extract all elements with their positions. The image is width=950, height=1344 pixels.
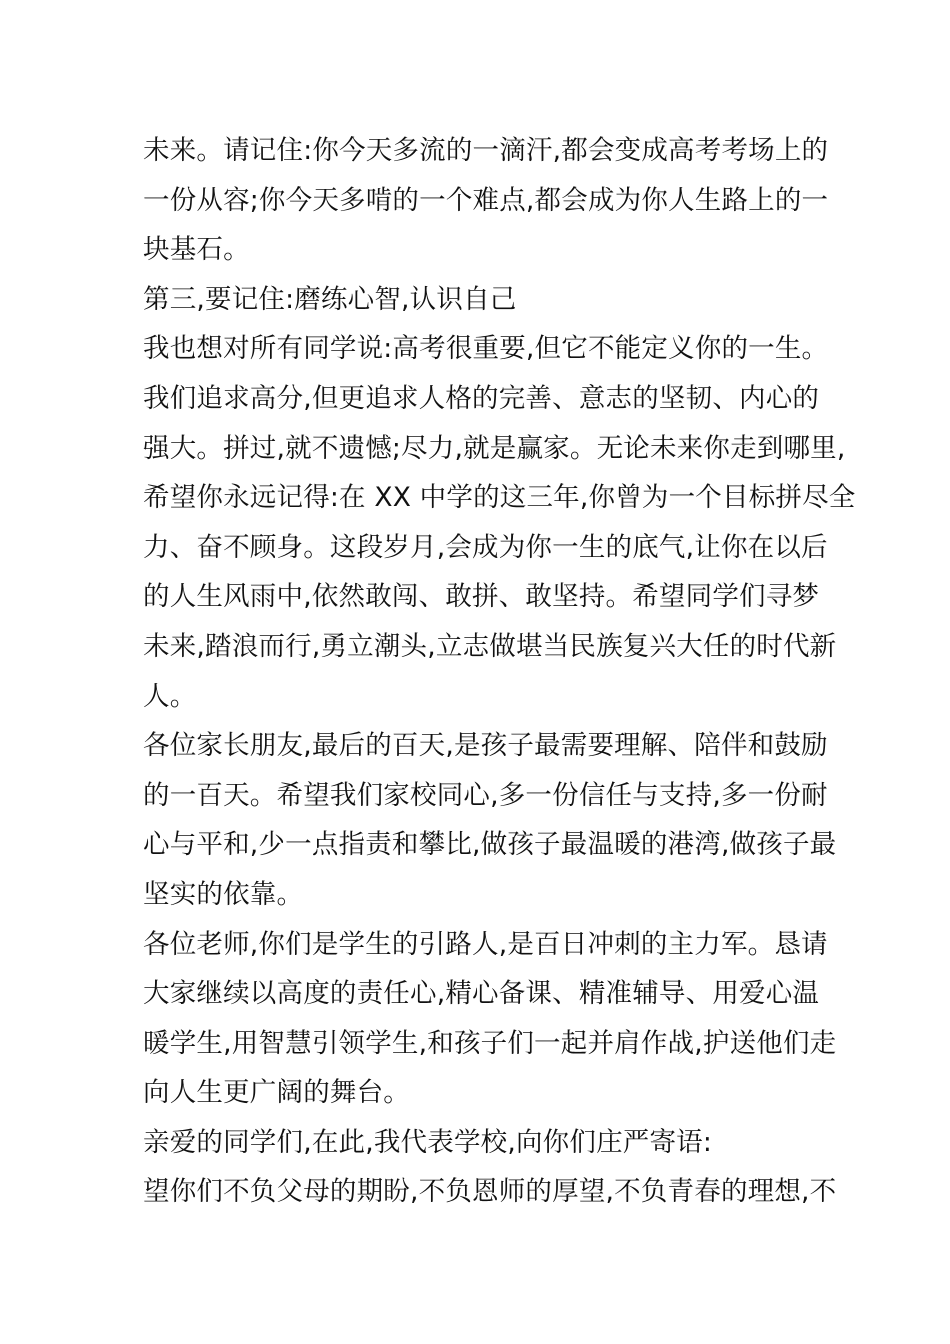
text-line: 人。 (143, 680, 197, 712)
text-line: 亲爱的同学们,在此,我代表学校,向你们庄严寄语: (143, 1126, 712, 1158)
text-line: 未来。请记住:你今天多流的一滴汗,都会变成高考考场上的 (143, 135, 829, 166)
text-line: 我也想对所有同学说:高考很重要,但它不能定义你的一生。 (143, 333, 829, 365)
text-line: 希望你永远记得:在 XX 中学的这三年,你曾为一个目标拼尽全 (143, 482, 856, 514)
text-line: 强大。拼过,就不遗憾;尽力,就是赢家。无论未来你走到哪里, (143, 432, 846, 464)
text-line: 未来,踏浪而行,勇立潮头,立志做堪当民族复兴大任的时代新 (143, 630, 837, 662)
section-heading: 第三,要记住:磨练心智,认识自己 (143, 283, 517, 315)
text-line: 一份从容;你今天多啃的一个难点,都会成为你人生路上的一 (143, 184, 829, 216)
text-line: 大家继续以高度的责任心,精心备课、精准辅导、用爱心温 (143, 978, 820, 1010)
text-line: 望你们不负父母的期盼,不负恩师的厚望,不负青春的理想,不 (143, 1176, 837, 1208)
text-line: 的人生风雨中,依然敢闯、敢拼、敢坚持。希望同学们寻梦 (143, 581, 820, 613)
text-line: 向人生更广阔的舞台。 (143, 1077, 410, 1109)
text-line: 各位家长朋友,最后的百天,是孩子最需要理解、陪伴和鼓励 (143, 730, 828, 762)
text-line: 块基石。 (143, 234, 250, 266)
text-line: 的一百天。希望我们家校同心,多一份信任与支持,多一份耐 (143, 779, 828, 811)
document-body (143, 126, 856, 1217)
text-line: 心与平和,少一点指责和攀比,做孩子最温暖的港湾,做孩子最 (143, 829, 837, 861)
text-line: 坚实的依靠。 (143, 878, 304, 910)
text-line: 各位老师,你们是学生的引路人,是百日冲刺的主力军。恳请 (143, 928, 828, 960)
text-line: 我们追求高分,但更追求人格的完善、意志的坚韧、内心的 (143, 382, 820, 414)
text-line: 暖学生,用智慧引领学生,和孩子们一起并肩作战,护送他们走 (143, 1027, 837, 1059)
text-line: 力、奋不顾身。这段岁月,会成为你一生的底气,让你在以后 (143, 531, 828, 563)
